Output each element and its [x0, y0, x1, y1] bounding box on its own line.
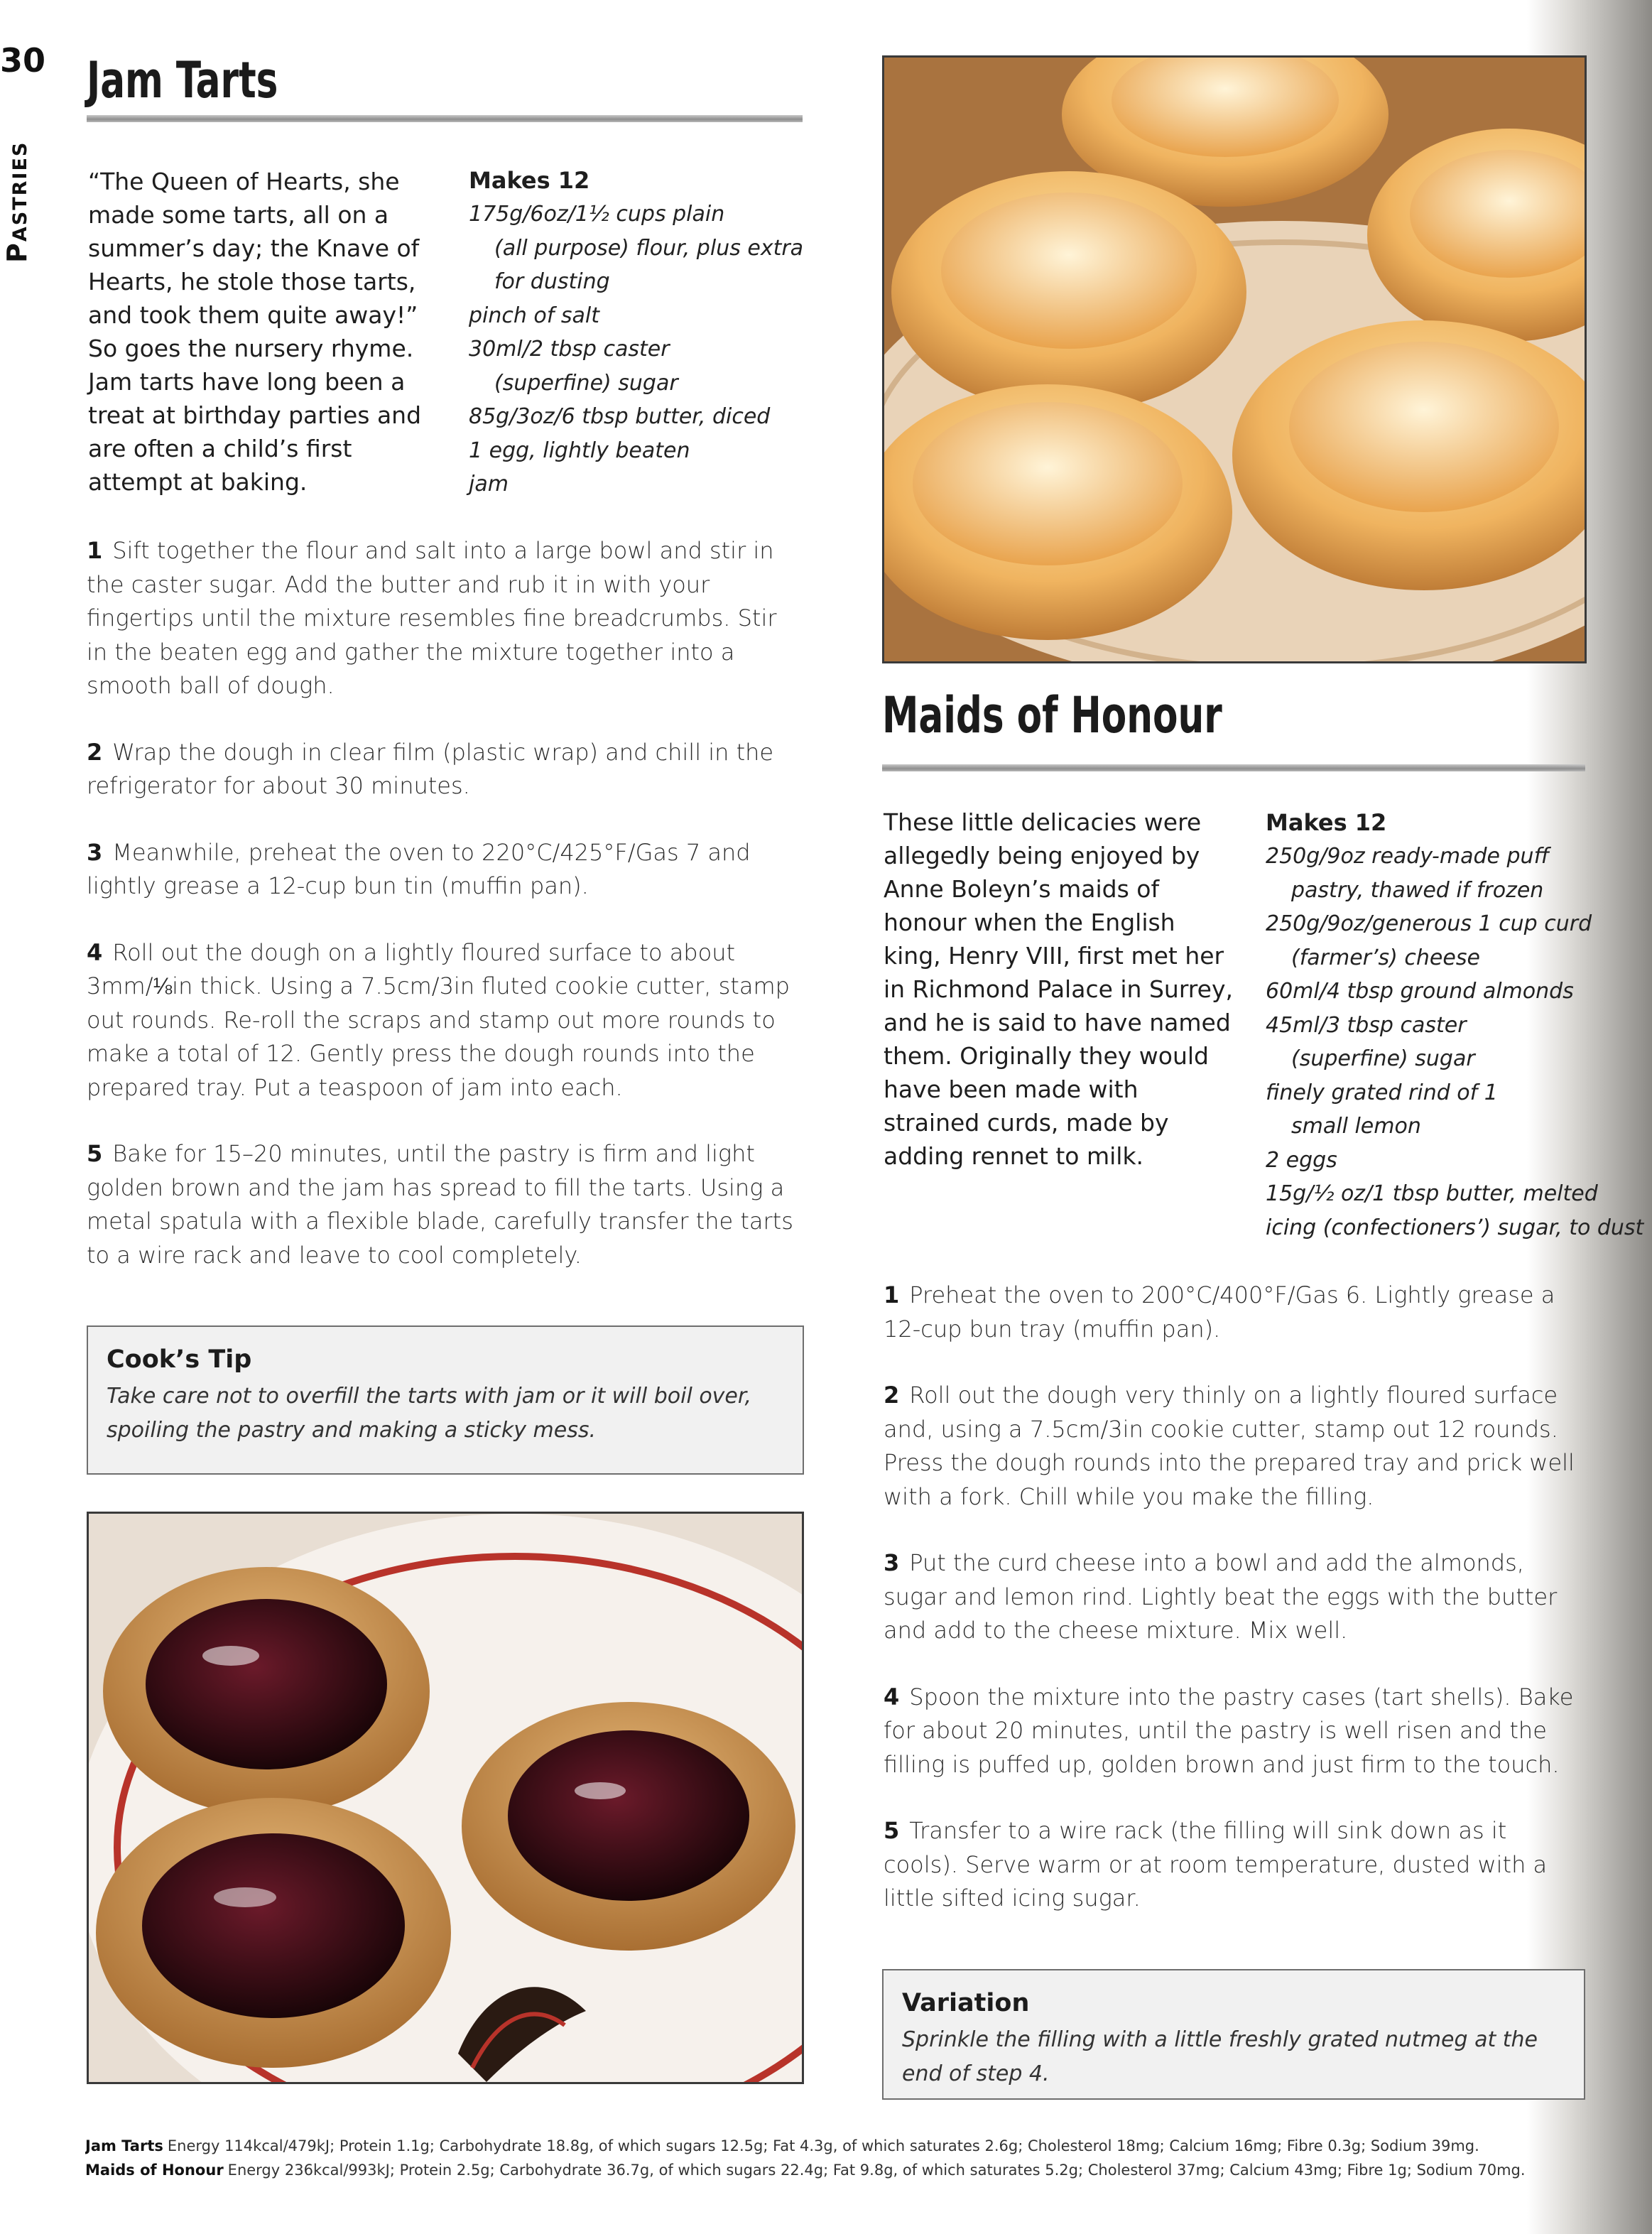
ingredient-text: jam — [469, 472, 509, 497]
ingredient-text: pinch of salt — [469, 303, 599, 328]
step-text: Meanwhile, preheat the oven to 220°C/425°F/Gas 7 and lightly grease a 12-cup bun tin (muffin pan). — [87, 838, 751, 899]
step-number: 4 — [884, 1683, 900, 1710]
method-step — [87, 836, 804, 904]
ingredient-line — [469, 400, 803, 434]
step-text: Bake for 15–20 minutes, until the pastry is firm and light golden brown and the jam has spread to fill the tarts. Using a metal spatula with a flexible blade, carefully transfer the tarts to a wire rack and leave to cool completely. — [87, 1140, 793, 1269]
maids-of-honour-makes: Makes 12 — [1266, 809, 1387, 836]
ingredient-line — [1266, 975, 1574, 1009]
nutrition-info — [85, 2134, 1548, 2182]
ingredient-continuation: (superfine) sugar — [1291, 1046, 1475, 1071]
ingredient-text: 175g/6oz/1½ cups plain — [469, 202, 725, 227]
jam-tarts-title: Jam Tarts — [87, 51, 278, 109]
ingredient-text: 45ml/3 tbsp caster — [1266, 1012, 1467, 1038]
ingredient-line — [1266, 874, 1544, 908]
method-step — [87, 1137, 804, 1272]
maids-of-honour-intro: These little delicacies were allegedly being enjoyed by Anne Boleyn’s maids of honour when the English king, Henry VIII, first met her in Richmond Palace in Surrey, and he is said to have named them. Originally they would have been made with strained curds, made by adding rennet to milk. — [884, 808, 1233, 1170]
maids-of-honour-method — [884, 1279, 1580, 1948]
ingredient-continuation: (farmer’s) cheese — [1291, 945, 1480, 970]
cooks-tip-title: Cook’s Tip — [107, 1345, 252, 1374]
ingredient-text: 2 eggs — [1266, 1147, 1337, 1173]
nutrition-recipe-name: Maids of Honour — [85, 2162, 224, 2179]
step-number: 2 — [884, 1382, 900, 1409]
step-text: Wrap the dough in clear film (plastic wrap) and chill in the refrigerator for about 30 minutes. — [87, 738, 774, 799]
step-number: 1 — [884, 1281, 900, 1308]
nutrition-values: Energy 114kcal/479kJ; Protein 1.1g; Carbohydrate 18.8g, of which sugars 12.5g; Fat 4.3g, of which saturates 2.6g; Cholesterol 18mg; Calcium 16mg; Fibre 0.3g; Sodium 39mg. — [167, 2137, 1479, 2154]
step-text: Preheat the oven to 200°C/400°F/Gas 6. Lightly grease a 12-cup bun tray (muffin pan). — [884, 1281, 1555, 1343]
nutrition-line — [85, 2158, 1548, 2182]
variation-box — [882, 1969, 1585, 2100]
step-text: Roll out the dough very thinly on a lightly floured surface and, using a 7.5cm/3in cookie cutter, stamp out 12 rounds. Press the dough rounds into the prepared tray and prick well with a fork. Chill while you make the filling. — [884, 1382, 1575, 1510]
maids-of-honour-title-rule — [882, 764, 1585, 771]
step-number: 3 — [884, 1549, 900, 1576]
ingredient-text: 85g/3oz/6 tbsp butter, diced — [469, 404, 771, 429]
jam-tarts-intro: “The Queen of Hearts, she made some tarts, all on a summer’s day; the Knave of Hearts, he stole those tarts, and took them quite away!” So goes the nursery rhyme. Jam tarts have long been a treat at birthday parties and are often a child’s first attempt at baking. — [88, 168, 422, 496]
nutrition-line — [85, 2134, 1548, 2158]
jam-tarts-ingredient-list — [469, 197, 803, 501]
method-step — [87, 936, 804, 1105]
ingredient-line — [469, 197, 803, 232]
maids-of-honour-title: Maids of Honour — [882, 686, 1222, 744]
ingredient-line — [1266, 1076, 1521, 1110]
jam-tarts-ingredients — [469, 163, 803, 501]
step-text: Transfer to a wire rack (the filling will sink down as it cools). Serve warm or at room temperature, dusted with a little sifted icing sugar. — [884, 1817, 1548, 1912]
step-number: 3 — [87, 838, 103, 866]
step-text: Roll out the dough on a lightly floured surface to about 3mm/⅛in thick. Using a 7.5cm/3in fluted cookie cutter, stamp out rounds. Re-roll the scraps and stamp out more rounds to make a total of 12. Gently press the dough rounds into the prepared tray. Put a teaspoon of jam into each. — [87, 938, 790, 1101]
ingredient-continuation: small lemon — [1291, 1114, 1421, 1139]
ingredient-line — [1266, 1042, 1521, 1076]
ingredient-text: 250g/9oz/generous 1 cup curd — [1266, 911, 1592, 936]
ingredient-line — [469, 467, 803, 501]
jam-tarts-image — [89, 1514, 802, 2082]
jam-tarts-makes: Makes 12 — [469, 167, 590, 194]
ingredient-continuation: (all purpose) flour, plus extra — [494, 235, 804, 261]
ingredient-text: 1 egg, lightly beaten — [469, 438, 690, 463]
step-number: 5 — [87, 1140, 103, 1167]
step-number: 2 — [87, 738, 103, 766]
ingredient-text: 60ml/4 tbsp ground almonds — [1266, 979, 1574, 1004]
ingredient-line — [1266, 907, 1592, 941]
ingredient-text: 30ml/2 tbsp caster — [469, 337, 670, 362]
jam-tarts-title-rule — [87, 115, 803, 122]
ingredient-line — [469, 367, 803, 401]
ingredient-line — [469, 299, 803, 333]
step-number: 4 — [87, 938, 103, 966]
ingredient-line — [469, 434, 803, 468]
jam-tarts-method — [87, 534, 804, 1305]
page-number: 30 — [0, 41, 46, 80]
ingredient-text: icing (confectioners’) sugar, to dust — [1266, 1215, 1644, 1240]
method-step — [884, 1681, 1580, 1782]
ingredient-text: 250g/9oz ready-made puff — [1266, 844, 1550, 869]
maids-of-honour-photo — [882, 55, 1587, 663]
step-number: 5 — [884, 1817, 900, 1844]
step-text: Put the curd cheese into a bowl and add the almonds, sugar and lemon rind. Lightly beat the eggs with the butter and add to the cheese mixture. Mix well. — [884, 1549, 1558, 1644]
ingredient-continuation: pastry, thawed if frozen — [1291, 877, 1544, 903]
ingredient-line — [469, 232, 803, 266]
variation-text: Sprinkle the filling with a little freshly grated nutmeg at the end of step 4. — [902, 2027, 1538, 2086]
section-label: Pastries — [1, 141, 33, 263]
jam-tarts-photo — [87, 1512, 804, 2084]
ingredient-line — [469, 265, 803, 299]
ingredient-line — [1266, 1009, 1521, 1043]
method-step — [87, 736, 804, 803]
method-step — [884, 1546, 1580, 1648]
ingredient-text: 15g/½ oz/1 tbsp butter, melted — [1266, 1181, 1598, 1206]
method-step — [884, 1814, 1580, 1916]
ingredient-text: finely grated rind of 1 — [1266, 1080, 1498, 1105]
ingredient-line — [1266, 941, 1521, 975]
ingredient-line — [469, 332, 803, 367]
maids-of-honour-image — [884, 58, 1585, 661]
ingredient-continuation: for dusting — [494, 269, 610, 294]
step-text: Spoon the mixture into the pastry cases (tart shells). Bake for about 20 minutes, until the pastry is well risen and the filling is puffed up, golden brown and just firm to the touch. — [884, 1683, 1574, 1778]
ingredient-line — [1266, 1144, 1521, 1178]
method-step — [87, 534, 804, 703]
variation-title: Variation — [902, 1989, 1030, 2017]
cooks-tip-text: Take care not to overfill the tarts with jam or it will boil over, spoiling the pastry and making a sticky mess. — [107, 1384, 751, 1443]
method-step — [884, 1379, 1580, 1514]
maids-of-honour-ingredient-list — [1266, 840, 1644, 1245]
ingredient-line — [1266, 1177, 1598, 1211]
nutrition-values: Energy 236kcal/993kJ; Protein 2.5g; Carbohydrate 36.7g, of which sugars 22.4g; Fat 9.8g, of which saturates 5.2g; Cholesterol 37mg; Calcium 43mg; Fibre 1g; Sodium 70mg. — [227, 2162, 1526, 2179]
nutrition-recipe-name: Jam Tarts — [85, 2137, 163, 2154]
ingredient-continuation: (superfine) sugar — [494, 370, 678, 396]
step-number: 1 — [87, 537, 103, 564]
cooks-tip-box — [87, 1325, 804, 1475]
ingredient-line — [1266, 840, 1550, 874]
maids-of-honour-ingredients — [1266, 806, 1644, 1245]
ingredient-line — [1266, 1110, 1521, 1144]
step-text: Sift together the flour and salt into a large bowl and stir in the caster sugar. Add the butter and rub it in with your fingertips until the mixture resembles fine breadcrumbs. Stir in the beaten egg and gather the mixture together into a smooth ball of dough. — [87, 537, 777, 699]
method-step — [884, 1279, 1580, 1346]
ingredient-line — [1266, 1211, 1644, 1245]
